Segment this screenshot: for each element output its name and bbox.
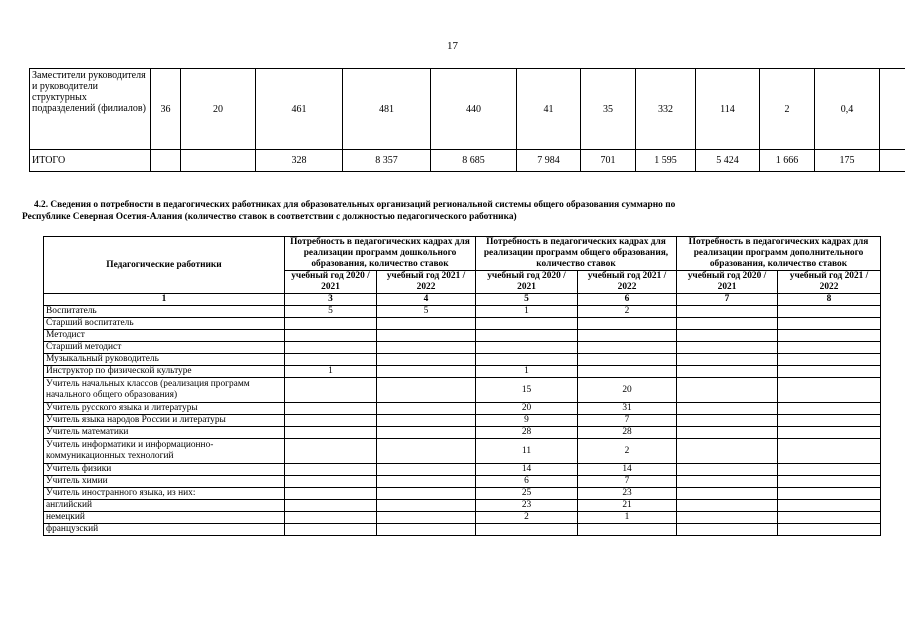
- table-row: [44, 318, 881, 330]
- table-cell: [285, 427, 377, 439]
- table-cell: 14: [476, 464, 578, 476]
- table-row: [30, 69, 905, 150]
- column-number: 3: [285, 294, 377, 306]
- table-cell: 9: [476, 415, 578, 427]
- header-year: учебный год 2020 / 2021: [285, 271, 377, 294]
- table-cell: [377, 500, 476, 512]
- table-cell: [578, 366, 677, 378]
- table-row: [44, 488, 881, 500]
- table-cell: [377, 354, 476, 366]
- table-cell: 28: [476, 427, 578, 439]
- table-cell: [578, 342, 677, 354]
- table-cell: [377, 464, 476, 476]
- row-label: Учитель языка народов России и литературы: [44, 415, 285, 427]
- table-row: [44, 512, 881, 524]
- table-cell: 14: [578, 464, 677, 476]
- table-cell: 7: [578, 476, 677, 488]
- row-label: ИТОГО: [30, 150, 151, 172]
- table-cell: [778, 427, 881, 439]
- table-cell: [285, 464, 377, 476]
- column-number: 4: [377, 294, 476, 306]
- table-cell: [677, 524, 778, 536]
- table-row: [44, 306, 881, 318]
- table-cell: [285, 342, 377, 354]
- table-cell: [578, 524, 677, 536]
- table-row: [44, 342, 881, 354]
- table-cell: [778, 464, 881, 476]
- row-label: Учитель начальных классов (реализация программ начального общего образования): [44, 378, 285, 403]
- table-cell: 440: [431, 69, 517, 150]
- table-cell: 2: [578, 306, 677, 318]
- table-cell: [778, 488, 881, 500]
- table-cell: 8 685: [431, 150, 517, 172]
- table-cell: 1 666: [760, 150, 815, 172]
- table-row: [44, 476, 881, 488]
- table-cell: [677, 306, 778, 318]
- table-row: [44, 464, 881, 476]
- header-group-additional: Потребность в педагогических кадрах для реализации программ дополнительного образования, количество ставок: [677, 237, 881, 271]
- header-pedagogical-workers: Педагогические работники: [44, 237, 285, 294]
- table-cell: [778, 330, 881, 342]
- table-row: [30, 150, 905, 172]
- table-cell: [677, 512, 778, 524]
- header-year: учебный год 2021 / 2022: [578, 271, 677, 294]
- row-label: Учитель химии: [44, 476, 285, 488]
- row-label: Учитель иностранного языка, из них:: [44, 488, 285, 500]
- table-cell: [778, 318, 881, 330]
- table-cell: 20: [578, 378, 677, 403]
- table-cell: [377, 512, 476, 524]
- table-cell: [778, 366, 881, 378]
- table-cell: [377, 427, 476, 439]
- table-cell: [778, 354, 881, 366]
- table-cell: 36: [151, 69, 181, 150]
- table-cell: [778, 439, 881, 464]
- table-cell: [377, 403, 476, 415]
- table-cell: 5: [285, 306, 377, 318]
- table-cell: [677, 439, 778, 464]
- table-cell: 2: [476, 512, 578, 524]
- table-cell: [285, 318, 377, 330]
- table-cell: [377, 330, 476, 342]
- table-cell: 6: [476, 476, 578, 488]
- table-cell: 175: [815, 150, 880, 172]
- table-cell: 11: [476, 439, 578, 464]
- table-cell: 8 357: [343, 150, 431, 172]
- table-cell: [377, 342, 476, 354]
- table-cell: [677, 415, 778, 427]
- header-year: учебный год 2020 / 2021: [476, 271, 578, 294]
- table-cell: [377, 524, 476, 536]
- row-label: Методист: [44, 330, 285, 342]
- table-cell: [285, 476, 377, 488]
- table-row: [44, 403, 881, 415]
- row-label: Старший методист: [44, 342, 285, 354]
- table-cell: [778, 476, 881, 488]
- table-cell: [677, 378, 778, 403]
- header-group-general: Потребность в педагогических кадрах для реализации программ общего образования, количество ставок: [476, 237, 677, 271]
- table-cell: [476, 354, 578, 366]
- table-cell: [377, 366, 476, 378]
- table-cell: [677, 318, 778, 330]
- table-cell: 481: [343, 69, 431, 150]
- table-row: [44, 439, 881, 464]
- table-row: [44, 500, 881, 512]
- table-cell: 0,4: [815, 69, 880, 150]
- section-heading: 4.2. Сведения о потребности в педагогических работниках для образовательных организаций региональной системы общего образования суммарно по Республике Северная Осетия-Алания (количество ставок в соответствии с должностью педагогического работника): [22, 200, 676, 222]
- row-label: немецкий: [44, 512, 285, 524]
- table-cell: [677, 354, 778, 366]
- column-number: 5: [476, 294, 578, 306]
- table-cell: [151, 150, 181, 172]
- header-year: учебный год 2020 / 2021: [677, 271, 778, 294]
- table-cell: [578, 354, 677, 366]
- table-row: [44, 378, 881, 403]
- row-label: английский: [44, 500, 285, 512]
- header-year: учебный год 2021 / 2022: [778, 271, 881, 294]
- table-cell: [778, 500, 881, 512]
- table-cell: 28: [578, 427, 677, 439]
- table-cell: [778, 378, 881, 403]
- table-cell: [778, 342, 881, 354]
- table-cell: [476, 524, 578, 536]
- table-cell: [778, 415, 881, 427]
- table-cell: 41: [517, 69, 581, 150]
- row-label: Учитель математики: [44, 427, 285, 439]
- column-number: 8: [778, 294, 881, 306]
- table-cell: [677, 488, 778, 500]
- table-cell: [377, 318, 476, 330]
- table-cell: 20: [476, 403, 578, 415]
- table-cell: 35: [581, 69, 636, 150]
- table-cell: [285, 524, 377, 536]
- table-cell: 25: [476, 488, 578, 500]
- table-cell: [677, 366, 778, 378]
- table-cell: [677, 464, 778, 476]
- table-cell: 1: [476, 366, 578, 378]
- table-cell: [377, 378, 476, 403]
- row-label: Старший воспитатель: [44, 318, 285, 330]
- table-cell: [285, 378, 377, 403]
- table-cell: [677, 500, 778, 512]
- table-cell: 5 424: [696, 150, 760, 172]
- table-cell: [285, 354, 377, 366]
- table-cell: [578, 318, 677, 330]
- staff-summary-table: [29, 68, 905, 172]
- table-cell: [778, 403, 881, 415]
- table-cell: 5: [377, 306, 476, 318]
- table-cell: 328: [256, 150, 343, 172]
- table-cell: [181, 150, 256, 172]
- table-cell: [285, 488, 377, 500]
- table-cell: [285, 403, 377, 415]
- table-cell: 461: [256, 69, 343, 150]
- row-label: Музыкальный руководитель: [44, 354, 285, 366]
- table-cell: [677, 476, 778, 488]
- table-cell: [476, 318, 578, 330]
- table-cell: [677, 330, 778, 342]
- table-cell: [377, 439, 476, 464]
- staffing-needs-table: [43, 236, 881, 536]
- table-cell: 701: [581, 150, 636, 172]
- table-cell: [377, 415, 476, 427]
- header-year: учебный год 2021 / 2022: [377, 271, 476, 294]
- table-cell: [578, 330, 677, 342]
- table-row: [44, 354, 881, 366]
- table-cell: 1: [285, 366, 377, 378]
- table-row: [44, 524, 881, 536]
- table-cell: [778, 524, 881, 536]
- row-label: Учитель русского языка и литературы: [44, 403, 285, 415]
- table-cell: [677, 403, 778, 415]
- table-cell: [880, 150, 905, 172]
- table-cell: [778, 512, 881, 524]
- header-group-preschool: Потребность в педагогических кадрах для реализации программ дошкольного образования, количество ставок: [285, 237, 476, 271]
- table-row: [44, 427, 881, 439]
- table-cell: [285, 500, 377, 512]
- row-label: Заместители руководителя и руководители структурных подразделений (филиалов): [30, 69, 151, 150]
- table-cell: 2: [578, 439, 677, 464]
- table-cell: [677, 427, 778, 439]
- page-number: 17: [447, 40, 458, 52]
- column-number: 7: [677, 294, 778, 306]
- table-cell: [476, 330, 578, 342]
- table-cell: 332: [636, 69, 696, 150]
- table-cell: [285, 330, 377, 342]
- table-cell: [377, 488, 476, 500]
- table-cell: 15: [476, 378, 578, 403]
- table-cell: 20: [181, 69, 256, 150]
- table-cell: [285, 512, 377, 524]
- table-cell: 31: [578, 403, 677, 415]
- table-cell: [778, 306, 881, 318]
- table-cell: [476, 342, 578, 354]
- row-label: Инструктор по физической культуре: [44, 366, 285, 378]
- table-row: [44, 366, 881, 378]
- table-row: [44, 330, 881, 342]
- table-cell: [285, 415, 377, 427]
- table-cell: [285, 439, 377, 464]
- column-number: 6: [578, 294, 677, 306]
- table-cell: [880, 69, 905, 150]
- table-cell: 114: [696, 69, 760, 150]
- table-cell: 23: [476, 500, 578, 512]
- column-number: 1: [44, 294, 285, 306]
- table-cell: 1: [578, 512, 677, 524]
- row-label: французский: [44, 524, 285, 536]
- table-cell: [377, 476, 476, 488]
- table-cell: 21: [578, 500, 677, 512]
- row-label: Учитель информатики и информационно-коммуникационных технологий: [44, 439, 285, 464]
- table-cell: 1: [476, 306, 578, 318]
- table-cell: 7: [578, 415, 677, 427]
- table-cell: 23: [578, 488, 677, 500]
- table-cell: 2: [760, 69, 815, 150]
- row-label: Воспитатель: [44, 306, 285, 318]
- table-cell: 7 984: [517, 150, 581, 172]
- row-label: Учитель физики: [44, 464, 285, 476]
- table-row: [44, 415, 881, 427]
- table-cell: 1 595: [636, 150, 696, 172]
- table-cell: [677, 342, 778, 354]
